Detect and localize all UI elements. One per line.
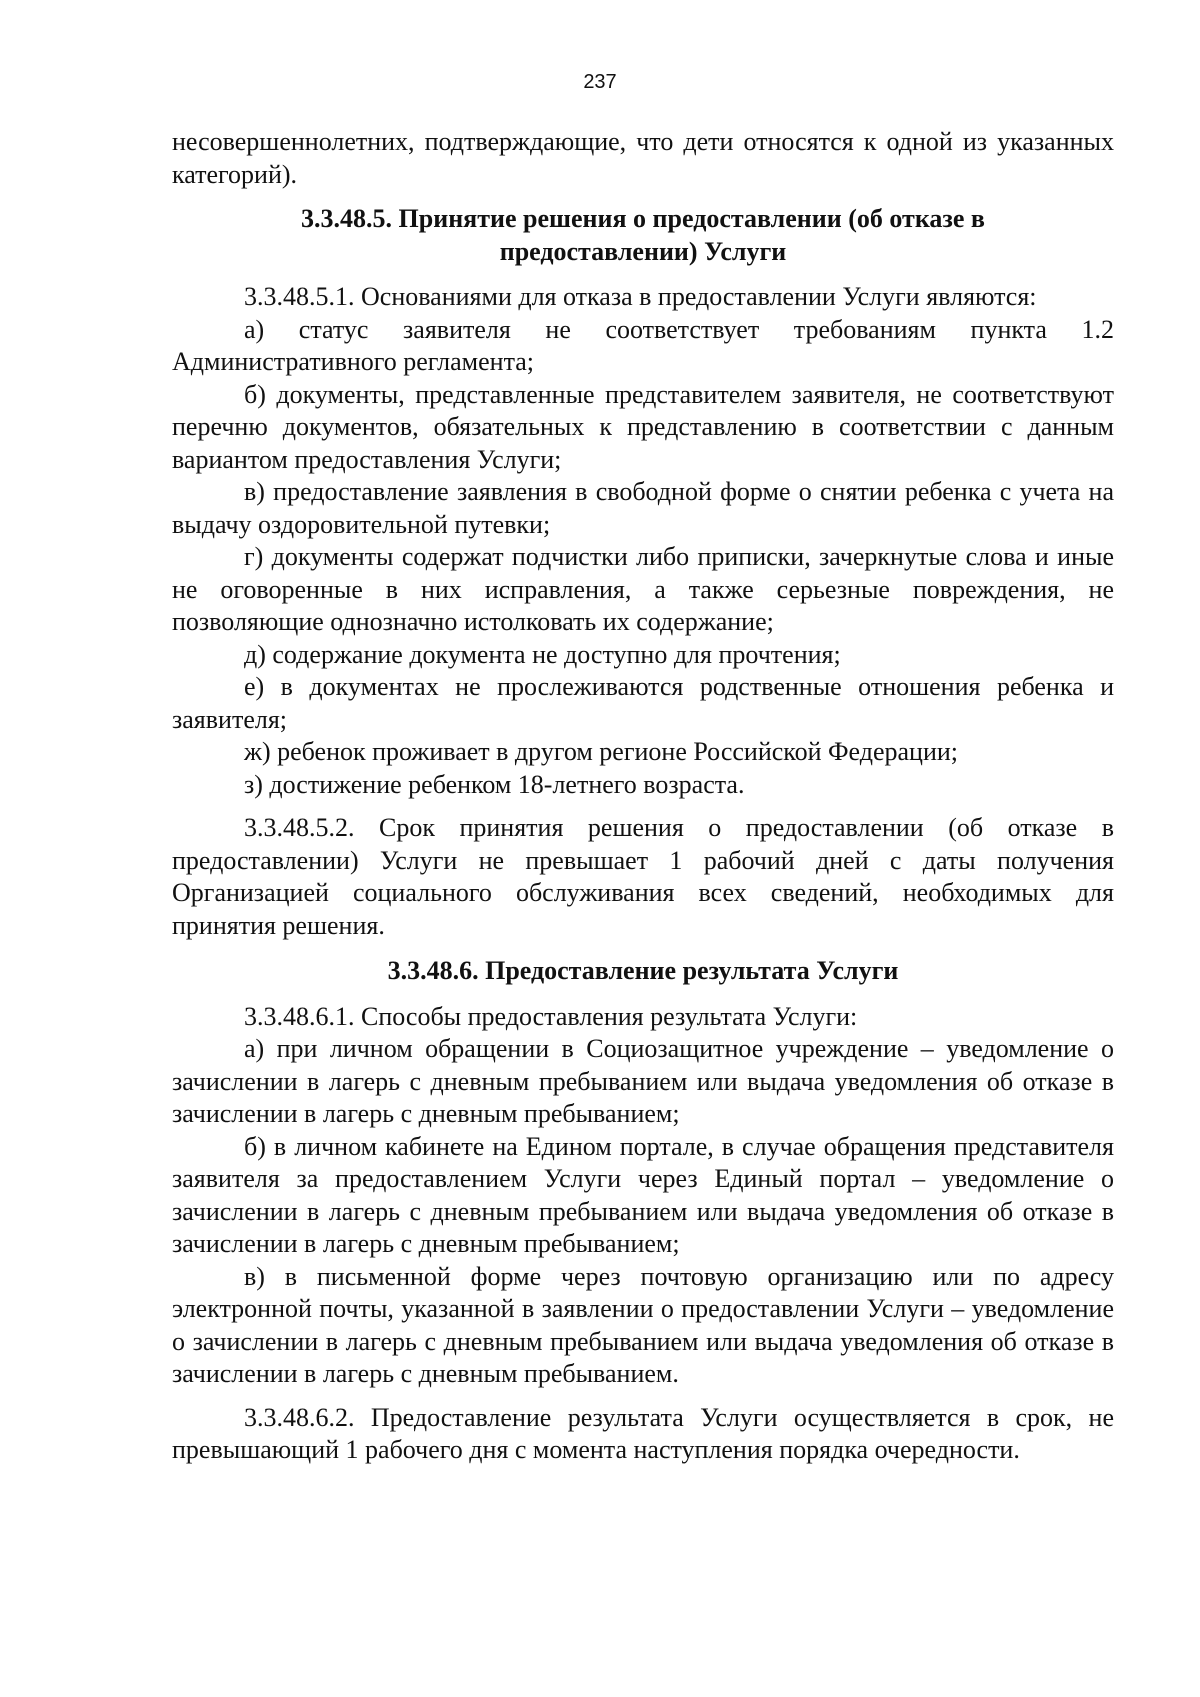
page-content <box>172 126 1114 1467</box>
list-item-zh: ж) ребенок проживает в другом регионе Российской Федерации; <box>244 737 959 766</box>
list-item-v: в) предоставление заявления в свободной форме о снятии ребенка с учета на выдачу оздоровительной путевки; <box>172 477 1114 539</box>
list-item-d: д) содержание документа не доступно для прочтения; <box>244 639 841 669</box>
intro-paragraph: несовершеннолетних, подтверждающие, что дети относятся к одной из указанных категорий). <box>172 127 1114 189</box>
paragraph-3-3-48-5-1: 3.3.48.5.1. Основаниями для отказа в предоставлении Услуги являются: <box>244 282 1037 311</box>
paragraph-3-3-48-5-2: 3.3.48.5.2. Срок принятия решения о предоставлении (об отказе в предоставлении) Услуги не превышает 1 рабочий дней с даты получения Организацией социального обслуживания всех сведений, необходимых для принятия решения. <box>172 813 1114 940</box>
section-heading-3-3-48-5: 3.3.48.5. Принятие решения о предоставлении (об отказе в предоставлении) Услуги <box>301 204 985 266</box>
paragraph-3-3-48-6-2: 3.3.48.6.2. Предоставление результата Услуги осуществляется в срок, не превышающий 1 рабочего дня с момента наступления порядка очередности. <box>172 1402 1114 1464</box>
result-method-a: а) при личном обращении в Социозащитное учреждение – уведомление о зачислении в лагерь с дневным пребыванием или выдача уведомления об отказе в зачислении в лагерь с дневным пребыванием; <box>172 1034 1114 1128</box>
list-item-z: з) достижение ребенком 18-летнего возраста. <box>244 769 745 799</box>
list-item-g: г) документы содержат подчистки либо приписки, зачеркнутые слова и иные не оговоренные в них исправления, а также серьезные повреждения, не позволяющие однозначно истолковать их содержание; <box>172 542 1114 636</box>
list-item-a: а) статус заявителя не соответствует требованиям пункта 1.2 Административного регламента; <box>172 314 1114 376</box>
list-item-b: б) документы, представленные представителем заявителя, не соответствуют перечню документов, обязательных к представлению в соответствии с данным вариантом предоставления Услуги; <box>172 379 1114 474</box>
result-method-v: в) в письменной форме через почтовую организацию или по адресу электронной почты, указанной в заявлении о предоставлении Услуги – уведомление о зачислении в лагерь с дневным пребыванием или выдача уведомления об отказе в зачислении в лагерь с дневным пребыванием. <box>172 1261 1114 1388</box>
list-item-e: е) в документах не прослеживаются родственные отношения ребенка и заявителя; <box>172 672 1114 734</box>
page-number: 237 <box>583 71 617 93</box>
paragraph-3-3-48-6-1: 3.3.48.6.1. Способы предоставления результата Услуги: <box>244 1001 858 1031</box>
result-method-b: б) в личном кабинете на Едином портале, в случае обращения представителя заявителя за предоставлением Услуги через Единый портал – уведомление о зачислении в лагерь с дневным пребыванием или выдача уведомления об отказе в зачислении в лагерь с дневным пребыванием; <box>172 1131 1114 1258</box>
section-heading-3-3-48-6: 3.3.48.6. Предоставление результата Услуги <box>387 956 899 985</box>
